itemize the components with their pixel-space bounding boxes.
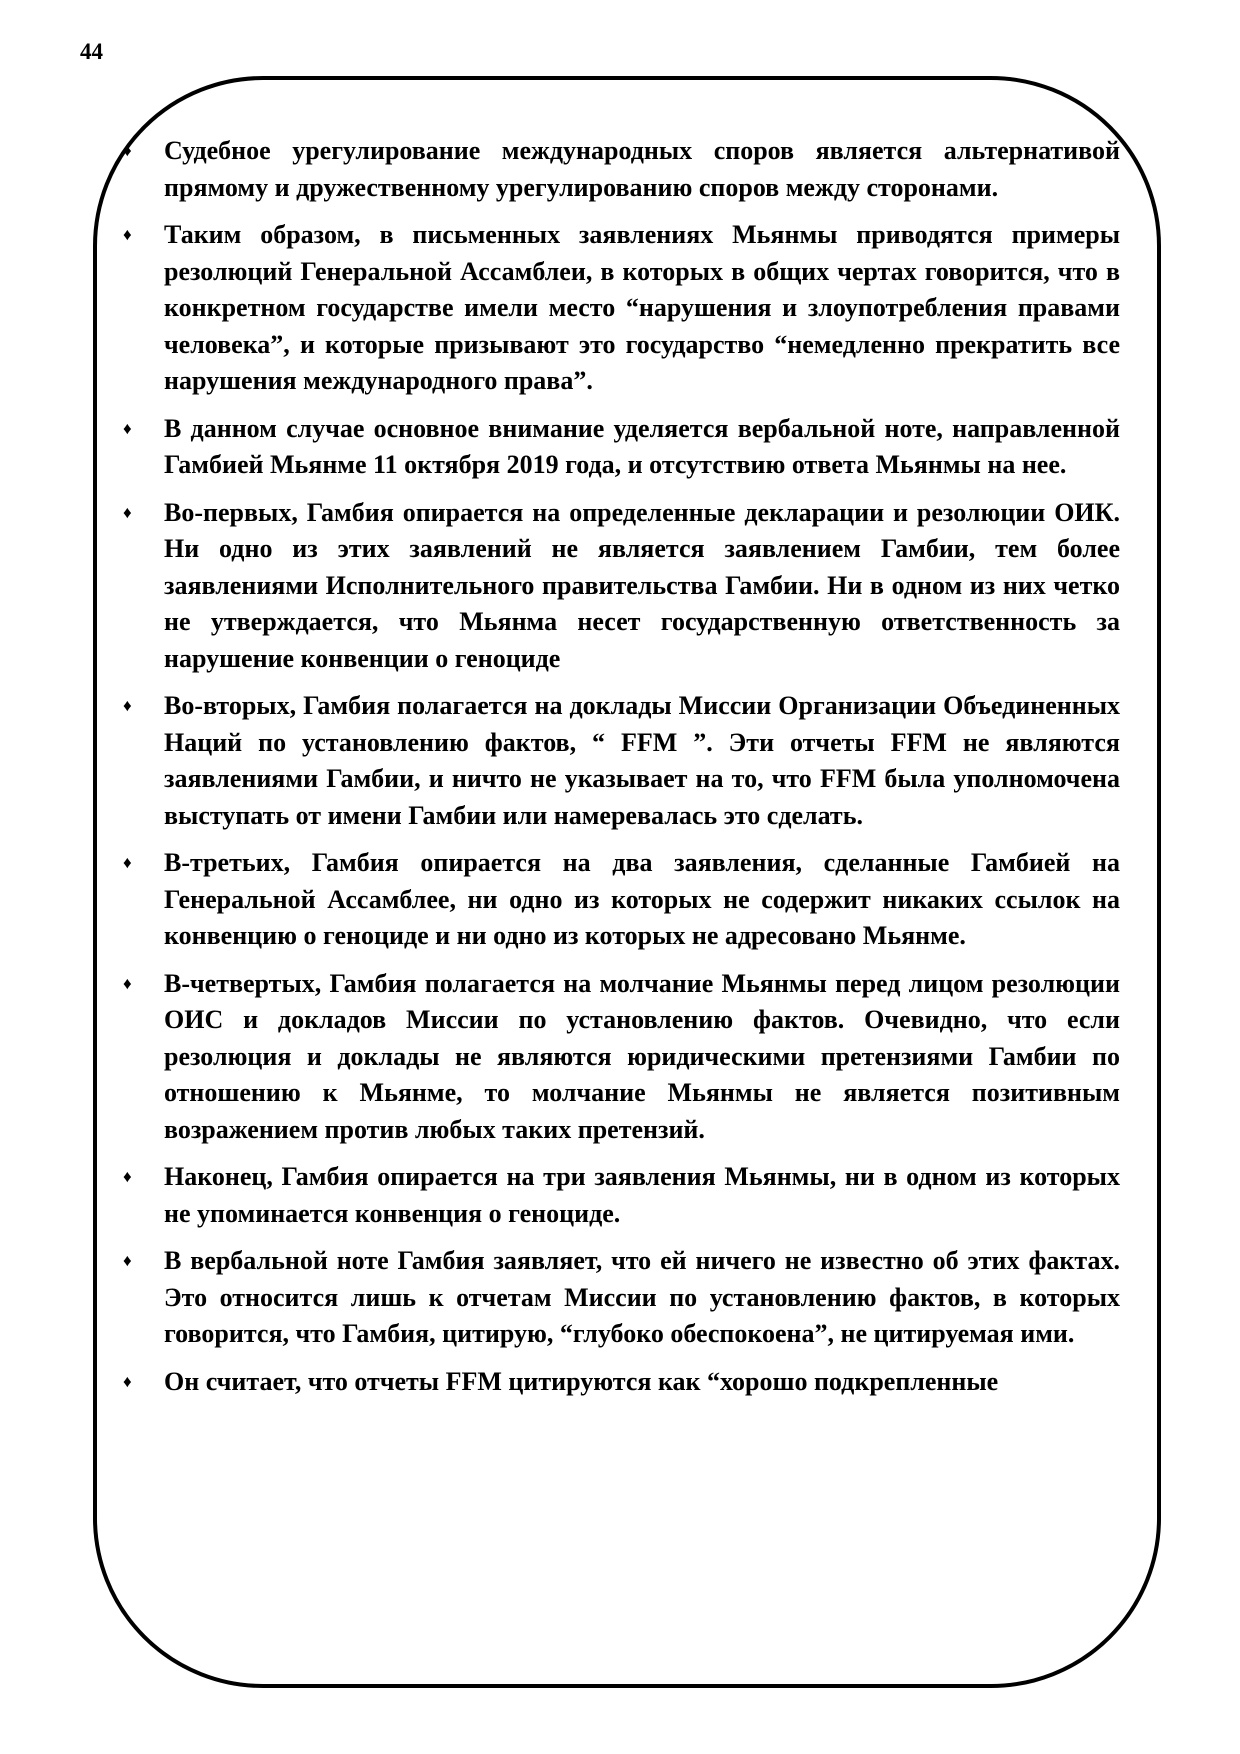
paragraph-text: Во-вторых, Гамбия полагается на доклады Миссии Организации Объединенных Наций по установлению фактов, “ FFM ”. Эти отчеты FFM не являются заявлениями Гамбии, и ничто не указывает на то, что FFM была уполномочена выступать от имени Гамбии или намеревалась это сделать. <box>164 691 1120 830</box>
list-item <box>120 966 1120 1149</box>
list-item <box>120 845 1120 955</box>
diamond-bullet-icon: ♦ <box>123 853 132 872</box>
paragraph-text: В-третьих, Гамбия опирается на два заявления, сделанные Гамбией на Генеральной Ассамблее, ни одно из которых не содержит никаких ссылок на конвенцию о геноциде и ни одно из которых не адресовано Мьянме. <box>164 848 1120 950</box>
paragraph-text: В данном случае основное внимание уделяется вербальной ноте, направленной Гамбией Мьянме 11 октября 2019 года, и отсутствию ответа Мьянмы на нее. <box>164 413 1120 479</box>
diamond-bullet-icon: ♦ <box>123 418 132 438</box>
list-item <box>120 495 1120 678</box>
list-item <box>120 133 1120 206</box>
list-item <box>120 217 1120 400</box>
paragraph-text: В-четвертых, Гамбия полагается на молчание Мьянмы перед лицом резолюции ОИС и докладов Миссии по установлению фактов. Очевидно, что если резолюция и доклады не являются юридическими претензиями Гамбии по отношению к Мьянме, то молчание Мьянмы не является позитивным возражением против любых таких претензий. <box>164 968 1120 1144</box>
diamond-bullet-icon: ♦ <box>123 1251 132 1270</box>
list-item <box>120 688 1120 834</box>
diamond-bullet-icon: ♦ <box>123 141 132 160</box>
list-item <box>120 411 1120 484</box>
diamond-bullet-icon: ♦ <box>123 1371 132 1391</box>
paragraph-text: В вербальной ноте Гамбия заявляет, что ей ничего не известно об этих фактах. Это относится лишь к отчетам Миссии по установлению фактов, в которых говорится, что Гамбия, цитирую, “глубоко обеспокоена”, не цитируемая ими. <box>164 1246 1120 1348</box>
list-item <box>120 1364 1120 1401</box>
diamond-bullet-icon: ♦ <box>123 225 132 244</box>
diamond-bullet-icon: ♦ <box>123 696 132 715</box>
page-number: 44 <box>80 39 103 64</box>
paragraph-text: Во-первых, Гамбия опирается на определенные декларации и резолюции ОИК. Ни одно из этих заявлений не является заявлением Гамбии, тем более заявлениями Исполнительного правительства Гамбии. Ни в одном из них четко не утверждается, что Мьянма несет государственную ответственность за нарушение конвенции о геноциде <box>164 497 1120 673</box>
diamond-bullet-icon: ♦ <box>123 973 132 993</box>
paragraph-text: Судебное урегулирование международных споров является альтернативой прямому и дружественному урегулированию споров между сторонами. <box>164 136 1120 202</box>
list-item <box>120 1159 1120 1232</box>
paragraph-text: Он считает, что отчеты FFM цитируются как “хорошо подкрепленные <box>164 1366 999 1396</box>
diamond-bullet-icon: ♦ <box>123 502 132 522</box>
paragraph-text: Таким образом, в письменных заявлениях Мьянмы приводятся примеры резолюций Генеральной Ассамблеи, в которых в общих чертах говорится, что в конкретном государстве имели место “нарушения и злоупотребления правами человека”, и которые призывают это государство “немедленно прекратить все нарушения международного права”. <box>164 220 1120 395</box>
paragraph-text: Наконец, Гамбия опирается на три заявления Мьянмы, ни в одном из которых не упоминается конвенция о геноциде. <box>164 1162 1120 1228</box>
diamond-bullet-icon: ♦ <box>123 1167 132 1186</box>
bullet-list <box>120 133 1120 1411</box>
list-item <box>120 1243 1120 1353</box>
